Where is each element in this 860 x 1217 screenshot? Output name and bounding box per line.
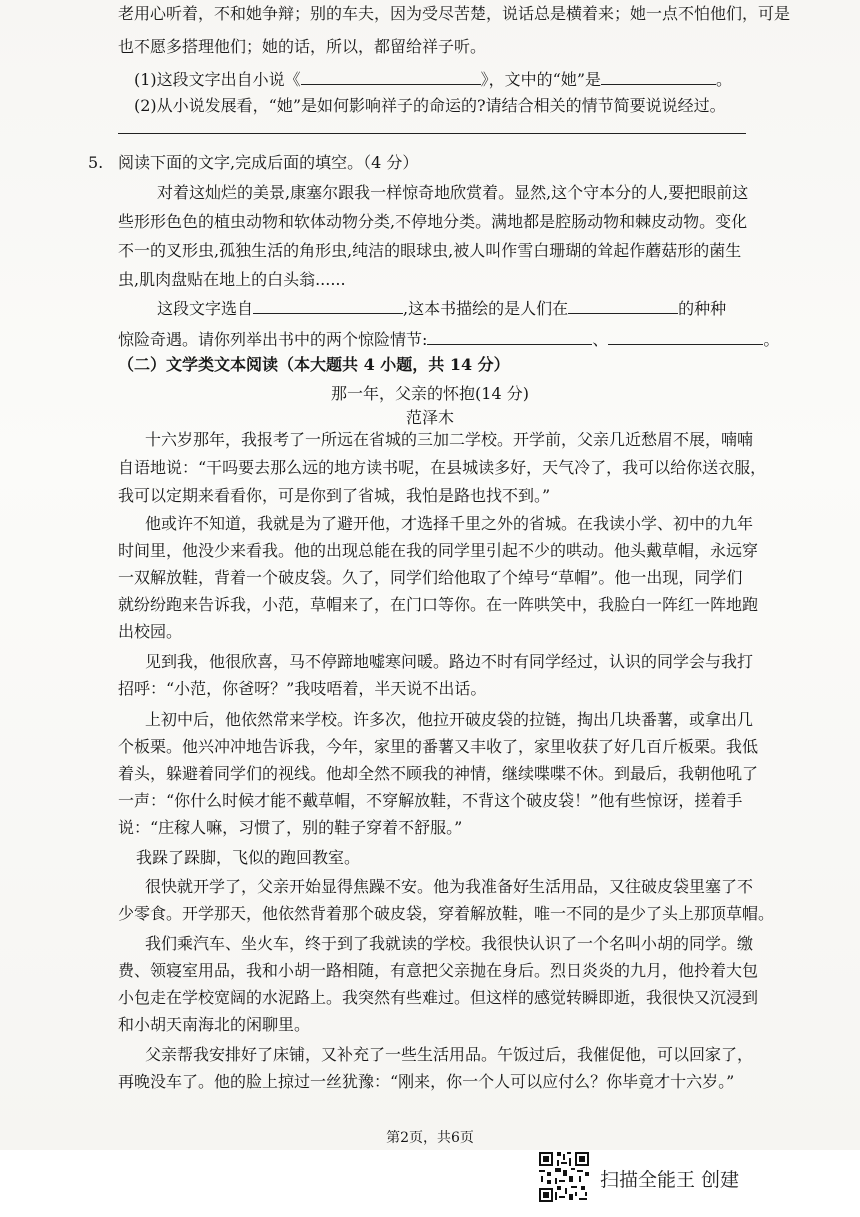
question-4-1: (1)这段文字出自小说《 》，文中的“她”是 。 [134, 70, 733, 89]
article-line: 十六岁那年，我报考了一所远在省城的三加二学校。开学前，父亲几近愁眉不展，喃喃 [145, 430, 754, 449]
answer-line[interactable] [118, 133, 746, 134]
answer-blank[interactable] [253, 297, 403, 314]
article-line: 一双解放鞋，背着一个破皮袋。久了，同学们给他取了个绰号“草帽”。他一出现，同学们 [118, 568, 743, 587]
article-line: 时间里，他没少来看我。他的出现总能在我的同学里引起不少的哄动。他头戴草帽，永远穿 [118, 541, 759, 560]
question-5-prompt: 阅读下面的文字,完成后面的填空。（4 分） [118, 153, 419, 172]
answer-blank[interactable] [427, 328, 592, 345]
article-line: 出校园。 [118, 622, 183, 641]
body-text-line: 也不愿多搭理他们；她的话，所以，都留给祥子听。 [118, 37, 487, 56]
answer-blank[interactable] [301, 68, 481, 85]
passage-line: 不一的叉形虫,孤独生活的角形虫,纯洁的眼球虫,被人叫作雪白珊瑚的耸起作蘑菇形的菌生 [118, 241, 742, 260]
page-number: 第2页，共6页 [386, 1130, 474, 1146]
section-heading: （二）文学类文本阅读（本大题共 4 小题，共 14 分） [118, 355, 510, 374]
article-line: 招呼：“小范，你爸呀？”我吱唔着，半天说不出话。 [118, 679, 487, 698]
article-line: 我可以定期来看看你，可是你到了省城，我怕是路也找不到。” [118, 486, 551, 505]
article-line: 我跺了跺脚，飞似的跑回教室。 [136, 848, 361, 867]
question-5-fill-1: 这段文字选自 ,这本书描绘的是人们在 的种种 [157, 299, 727, 318]
answer-blank[interactable] [608, 328, 763, 345]
article-line: 小包走在学校宽阔的水泥路上。我突然有些难过。但这样的感觉转瞬即逝，我很快又沉浸到 [118, 988, 759, 1007]
question-5-number: 5. [88, 153, 104, 172]
passage-line: 些形形色色的植虫动物和软体动物分类,不停地分类。满地都是腔肠动物和棘皮动物。变化 [118, 212, 748, 231]
article-author: 范泽木 [405, 408, 454, 427]
article-line: 一声：“你什么时候才能不戴草帽，不穿解放鞋，不背这个破皮袋！”他有些惊讶，搓着手 [118, 791, 743, 810]
body-text-line: 老用心听着，不和她争辩；别的车夫，因为受尽苦楚，说话总是横着来；她一点不怕他们，可是 [118, 4, 791, 23]
article-line: 费、领寝室用品，我和小胡一路相随，有意把父亲抛在身后。烈日炎炎的九月，他拎着大包 [118, 961, 759, 980]
article-line: 见到我，他很欣喜，马不停蹄地嘘寒问暖。路边不时有同学经过，认识的同学会与我打 [145, 652, 754, 671]
article-line: 个板栗。他兴冲冲地告诉我，今年，家里的番薯又丰收了，家里收获了好几百斤板栗。我低 [118, 737, 759, 756]
article-line: 和小胡天南海北的闲聊里。 [118, 1015, 311, 1034]
question-4-2: (2)从小说发展看，“她”是如何影响祥子的命运的?请结合相关的情节简要说说经过。 [134, 96, 726, 115]
article-line: 着头，躲避着同学们的视线。他却全然不顾我的神情，继续喋喋不休。到最后，我朝他吼了 [118, 764, 759, 783]
article-title: 那一年，父亲的怀抱(14 分) [331, 384, 529, 403]
article-line: 他或许不知道，我就是为了避开他，才选择千里之外的省城。在我读小学、初中的九年 [145, 514, 754, 533]
article-line: 再晚没车了。他的脸上掠过一丝犹豫：“刚来，你一个人可以应付么？你毕竟才十六岁。” [118, 1072, 735, 1091]
article-line: 上初中后，他依然常来学校。许多次，他拉开破皮袋的拉链，掏出几块番薯，或拿出几 [145, 710, 754, 729]
article-line: 说：“庄稼人嘛，习惯了，别的鞋子穿着不舒服。” [118, 818, 463, 837]
scanner-watermark: 扫描全能王 创建 [600, 1169, 740, 1191]
question-5-fill-2: 惊险奇遇。请你列举出书中的两个惊险情节: 、 。 [118, 330, 780, 349]
passage-line: 虫,肌肉盘贴在地上的白头翁...... [118, 270, 346, 289]
article-line: 我们乘汽车、坐火车，终于到了我就读的学校。我很快认识了一个名叫小胡的同学。缴 [145, 934, 754, 953]
article-line: 很快就开学了，父亲开始显得焦躁不安。他为我准备好生活用品，又往破皮袋里塞了不 [145, 877, 754, 896]
article-line: 少零食。开学那天，他依然背着那个破皮袋，穿着解放鞋，唯一不同的是少了头上那顶草帽。 [118, 904, 775, 923]
article-line: 父亲帮我安排好了床铺，又补充了一些生活用品。午饭过后，我催促他，可以回家了， [145, 1045, 754, 1064]
passage-line: 对着这灿烂的美景,康塞尔跟我一样惊奇地欣赏着。显然,这个守本分的人,要把眼前这 [157, 183, 749, 202]
article-line: 自语地说：“干吗要去那么远的地方读书呢，在县城读多好，天气冷了，我可以给你送衣服， [118, 458, 767, 477]
answer-blank[interactable] [601, 68, 716, 85]
qr-code-icon [537, 1150, 591, 1204]
article-line: 就纷纷跑来告诉我，小范，草帽来了，在门口等你。在一阵哄笑中，我脸白一阵红一阵地跑 [118, 595, 759, 614]
answer-blank[interactable] [568, 297, 678, 314]
